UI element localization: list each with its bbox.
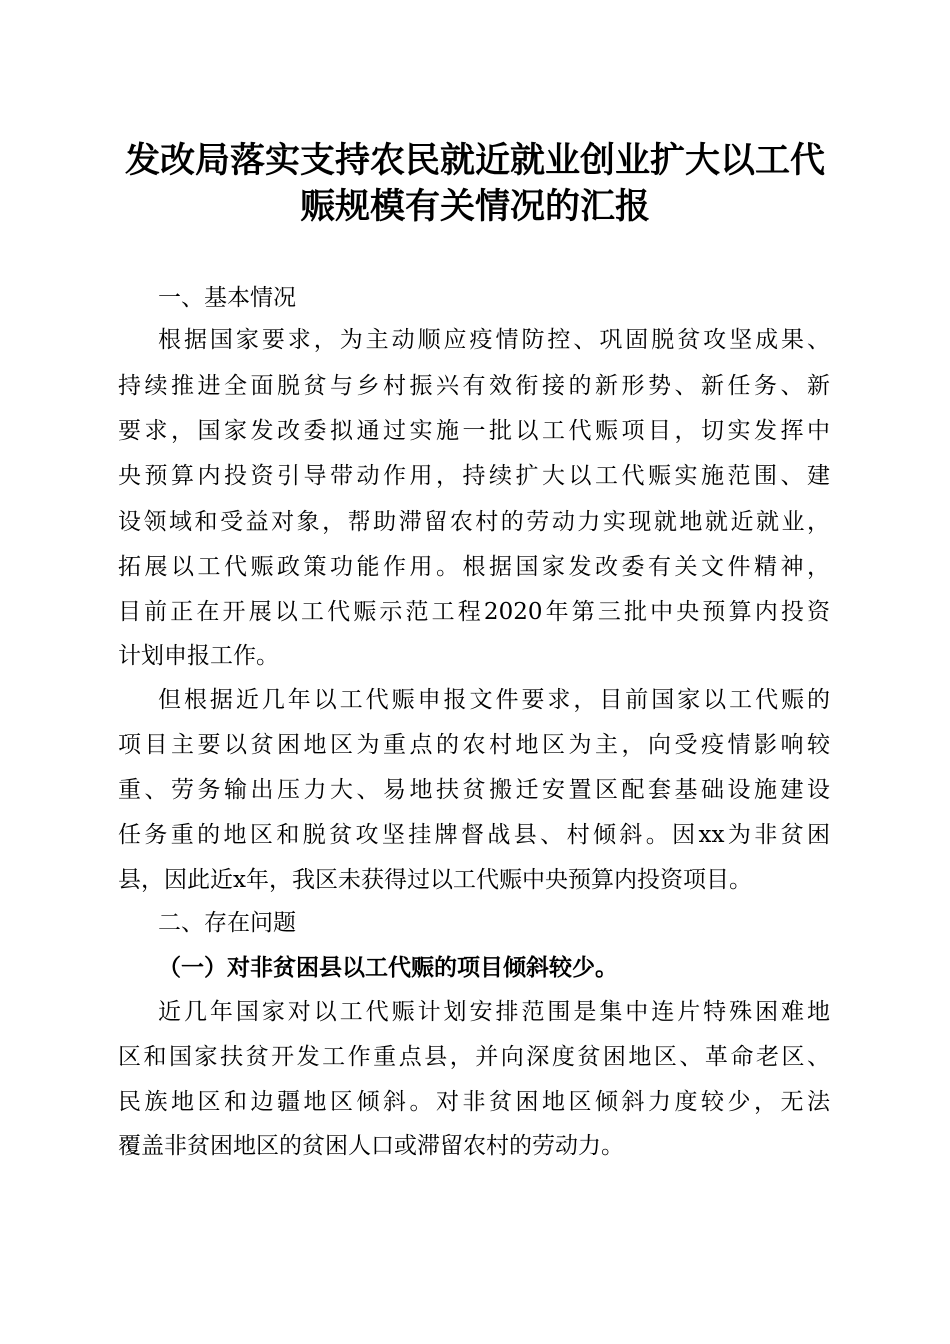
paragraph-line: 央预算内投资引导带动作用，持续扩大以工代赈实施范围、建 xyxy=(118,463,830,489)
document-title-line-2: 赈规模有关情况的汇报 xyxy=(299,186,650,227)
paragraph-line: 区和国家扶贫开发工作重点县，并向深度贫困地区、革命老区、 xyxy=(118,1044,830,1070)
paragraph-line: 但根据近几年以工代赈申报文件要求，目前国家以工代赈的 xyxy=(158,687,830,713)
paragraph-line: 拓展以工代赈政策功能作用。根据国家发改委有关文件精神， xyxy=(118,554,830,580)
paragraph-line: 目前正在开展以工代赈示范工程2020年第三批中央预算内投资 xyxy=(118,599,830,625)
paragraph-line: 项目主要以贫困地区为重点的农村地区为主，向受疫情影响较 xyxy=(118,732,830,758)
section-2-heading: 二、存在问题 xyxy=(158,910,296,936)
paragraph-line: 民族地区和边疆地区倾斜。对非贫困地区倾斜力度较少，无法 xyxy=(118,1089,830,1115)
document-title-line-1: 发改局落实支持农民就近就业创业扩大以工代 xyxy=(124,140,825,181)
paragraph-line: 设领域和受益对象，帮助滞留农村的劳动力实现就地就近就业， xyxy=(118,509,830,535)
section-2-subheading: （一）对非贫困县以工代赈的项目倾斜较少。 xyxy=(158,954,618,981)
section-1-heading: 一、基本情况 xyxy=(158,285,296,311)
paragraph-line: 近几年国家对以工代赈计划安排范围是集中连片特殊困难地 xyxy=(158,999,830,1025)
paragraph-line: 根据国家要求，为主动顺应疫情防控、巩固脱贫攻坚成果、 xyxy=(158,327,830,353)
paragraph-line: 县，因此近x年，我区未获得过以工代赈中央预算内投资项目。 xyxy=(118,867,752,893)
paragraph-line: 计划申报工作。 xyxy=(118,643,279,669)
paragraph-line: 要求，国家发改委拟通过实施一批以工代赈项目，切实发挥中 xyxy=(118,418,830,444)
paragraph-line: 覆盖非贫困地区的贫困人口或滞留农村的劳动力。 xyxy=(118,1133,624,1159)
paragraph-line: 任务重的地区和脱贫攻坚挂牌督战县、村倾斜。因xx为非贫困 xyxy=(118,822,830,848)
paragraph-line: 持续推进全面脱贫与乡村振兴有效衔接的新形势、新任务、新 xyxy=(118,373,830,399)
paragraph-line: 重、劳务输出压力大、易地扶贫搬迁安置区配套基础设施建设 xyxy=(118,777,830,803)
